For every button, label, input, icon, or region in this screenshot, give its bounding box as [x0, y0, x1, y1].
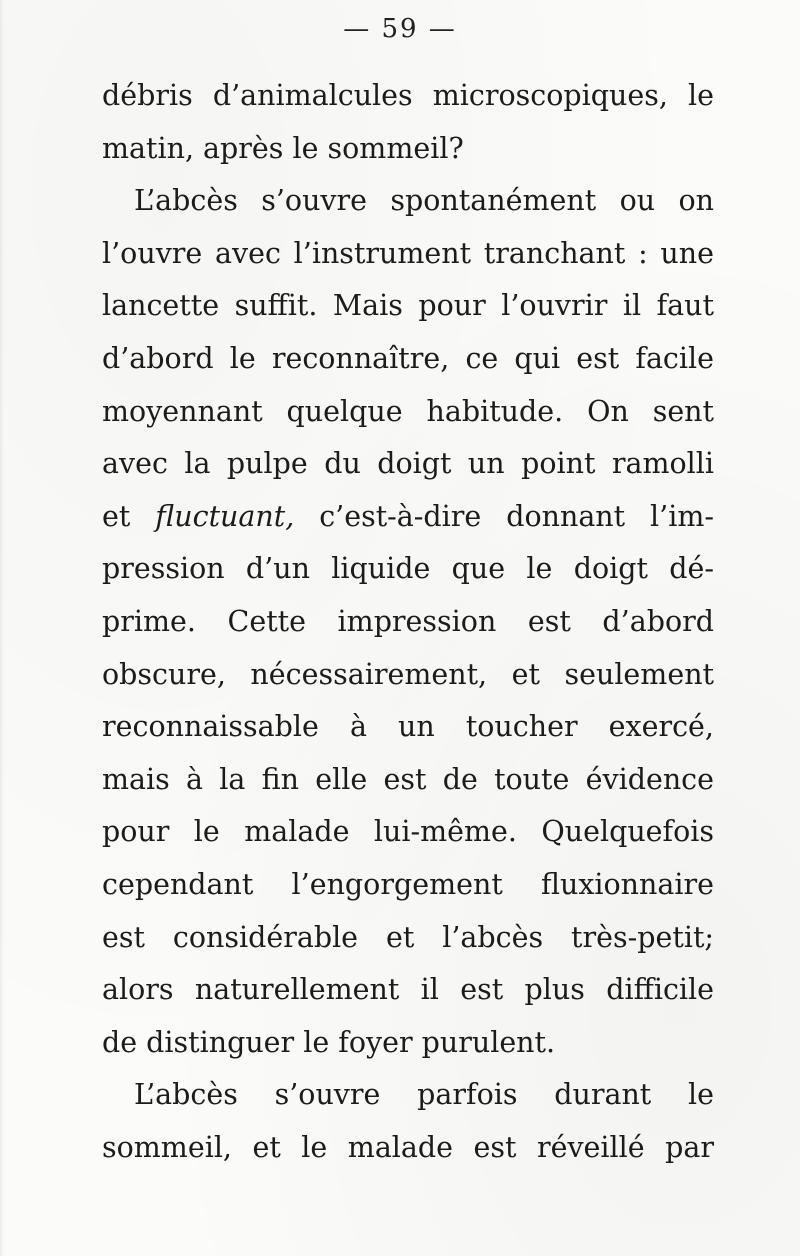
text-line: lancette suffit. Mais pour l’ouvrir il faut — [102, 289, 714, 323]
text-line: sommeil, et le malade est réveillé par — [102, 1130, 714, 1164]
text-line: de distinguer le foyer purulent. — [102, 1025, 556, 1059]
text-line: l’ouvre avec l’instrument tranchant : une — [102, 236, 714, 270]
text-line: cependant l’engorgement fluxionnaire — [102, 867, 714, 901]
text-line: débris d’animalcules microscopiques, le — [102, 79, 714, 112]
body-text — [102, 70, 714, 1174]
text-line: d’abord le reconnaître, ce qui est facile — [102, 341, 714, 375]
text-line: avec la pulpe du doigt un point ramolli — [102, 447, 714, 481]
page-number: — 59 — — [343, 14, 457, 44]
text-line: est considérable et l’abcès très-petit; — [102, 920, 714, 954]
scan-edge-shadow — [0, 0, 4, 1256]
text-line-with-italic — [102, 491, 714, 544]
text-line: alors naturellement il est plus difficile — [102, 973, 714, 1007]
text-run: et — [102, 499, 156, 533]
text-line: pression d’un liquide que le doigt dé- — [102, 552, 714, 586]
italic-word: fluctuant, — [155, 499, 295, 533]
text-line: reconnaissable à un toucher exercé, — [102, 710, 714, 744]
text-line: pour le malade lui-même. Quelquefois — [102, 815, 714, 849]
text-line: obscure, nécessairement, et seulement — [102, 657, 714, 691]
text-line: moyennant quelque habitude. On sent — [102, 394, 714, 428]
text-line: L’abcès s’ouvre spontanément ou on — [134, 184, 714, 218]
text-line: matin, après le sommeil? — [102, 131, 464, 165]
text-run: c’est-à-dire donnant l’im- — [294, 499, 714, 533]
text-line: L’abcès s’ouvre parfois durant le — [134, 1078, 714, 1112]
text-line: prime. Cette impression est d’abord — [102, 604, 714, 638]
text-line: mais à la fin elle est de toute évidence — [102, 762, 714, 796]
